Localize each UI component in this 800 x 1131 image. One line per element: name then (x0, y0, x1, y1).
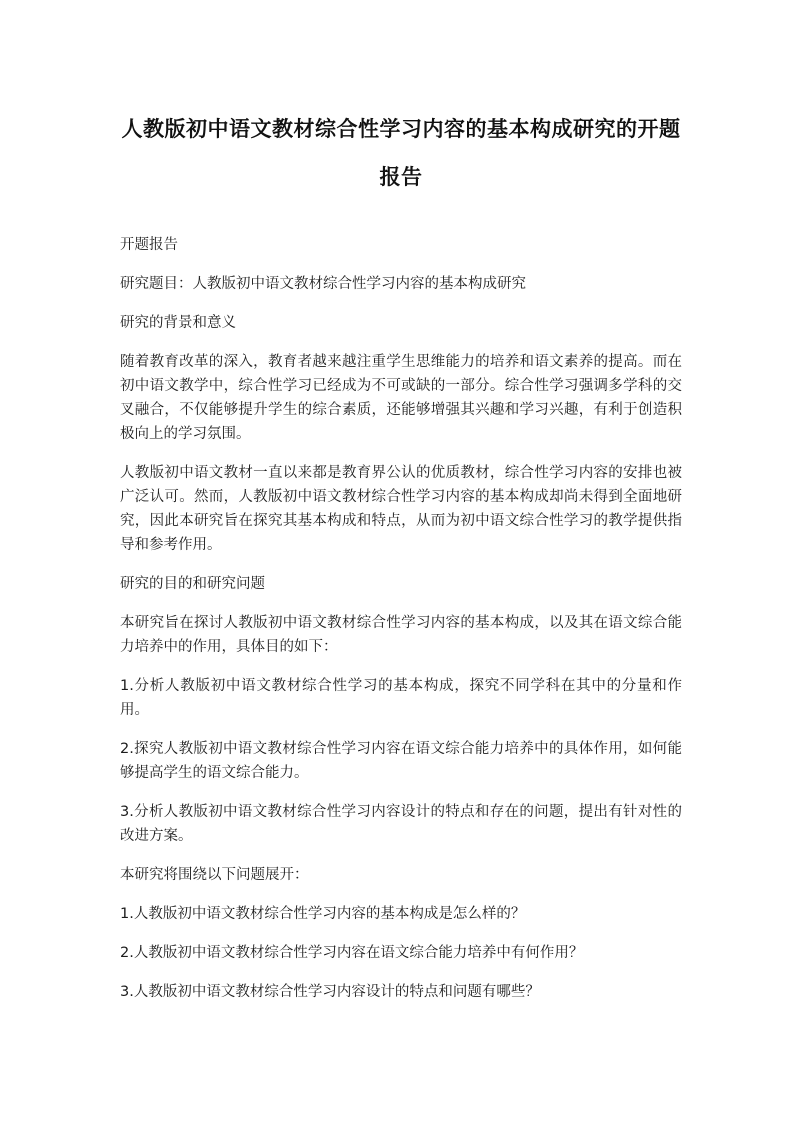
section-heading-background: 研究的背景和意义 (120, 315, 236, 331)
label-report: 开题报告 (120, 237, 178, 253)
questions-intro: 本研究将围绕以下问题展开： (120, 867, 309, 883)
purpose-item-3: 3.分析人教版初中语文教材综合性学习内容设计的特点和存在的问题，提出有针对性的改进方案。 (120, 804, 682, 844)
document-title: 人教版初中语文教材综合性学习内容的基本构成研究的开题报告 (121, 117, 681, 189)
background-paragraph-2: 人教版初中语文教材一直以来都是教育界公认的优质教材，综合性学习内容的安排也被广泛认可。然而，人教版初中语文教材综合性学习内容的基本构成却尚未得到全面地研究，因此本研究旨在探究其基本构成和特点，从而为初中语文综合性学习的教学提供指导和参考作用。 (120, 465, 682, 553)
purpose-item-1: 1.分析人教版初中语文教材综合性学习的基本构成，探究不同学科在其中的分量和作用。 (120, 678, 682, 718)
section-heading-purpose: 研究的目的和研究问题 (120, 576, 265, 592)
purpose-item-2: 2.探究人教版初中语文教材综合性学习内容在语文综合能力培养中的具体作用，如何能够提高学生的语文综合能力。 (120, 741, 682, 781)
purpose-intro: 本研究旨在探讨人教版初中语文教材综合性学习内容的基本构成，以及其在语文综合能力培养中的作用，具体目的如下： (120, 615, 682, 655)
question-item-3: 3.人教版初中语文教材综合性学习内容设计的特点和问题有哪些？ (120, 984, 540, 1000)
question-item-2: 2.人教版初中语文教材综合性学习内容在语文综合能力培养中有何作用？ (120, 945, 584, 961)
research-topic: 研究题目：人教版初中语文教材综合性学习内容的基本构成研究 (120, 276, 526, 292)
background-paragraph-1: 随着教育改革的深入，教育者越来越注重学生思维能力的培养和语文素养的提高。而在初中语文教学中，综合性学习已经成为不可或缺的一部分。综合性学习强调多学科的交叉融合，不仅能够提升学生的综合素质，还能够增强其兴趣和学习兴趣，有利于创造积极向上的学习氛围。 (120, 354, 682, 442)
question-item-1: 1.人教版初中语文教材综合性学习内容的基本构成是怎么样的？ (120, 906, 526, 922)
